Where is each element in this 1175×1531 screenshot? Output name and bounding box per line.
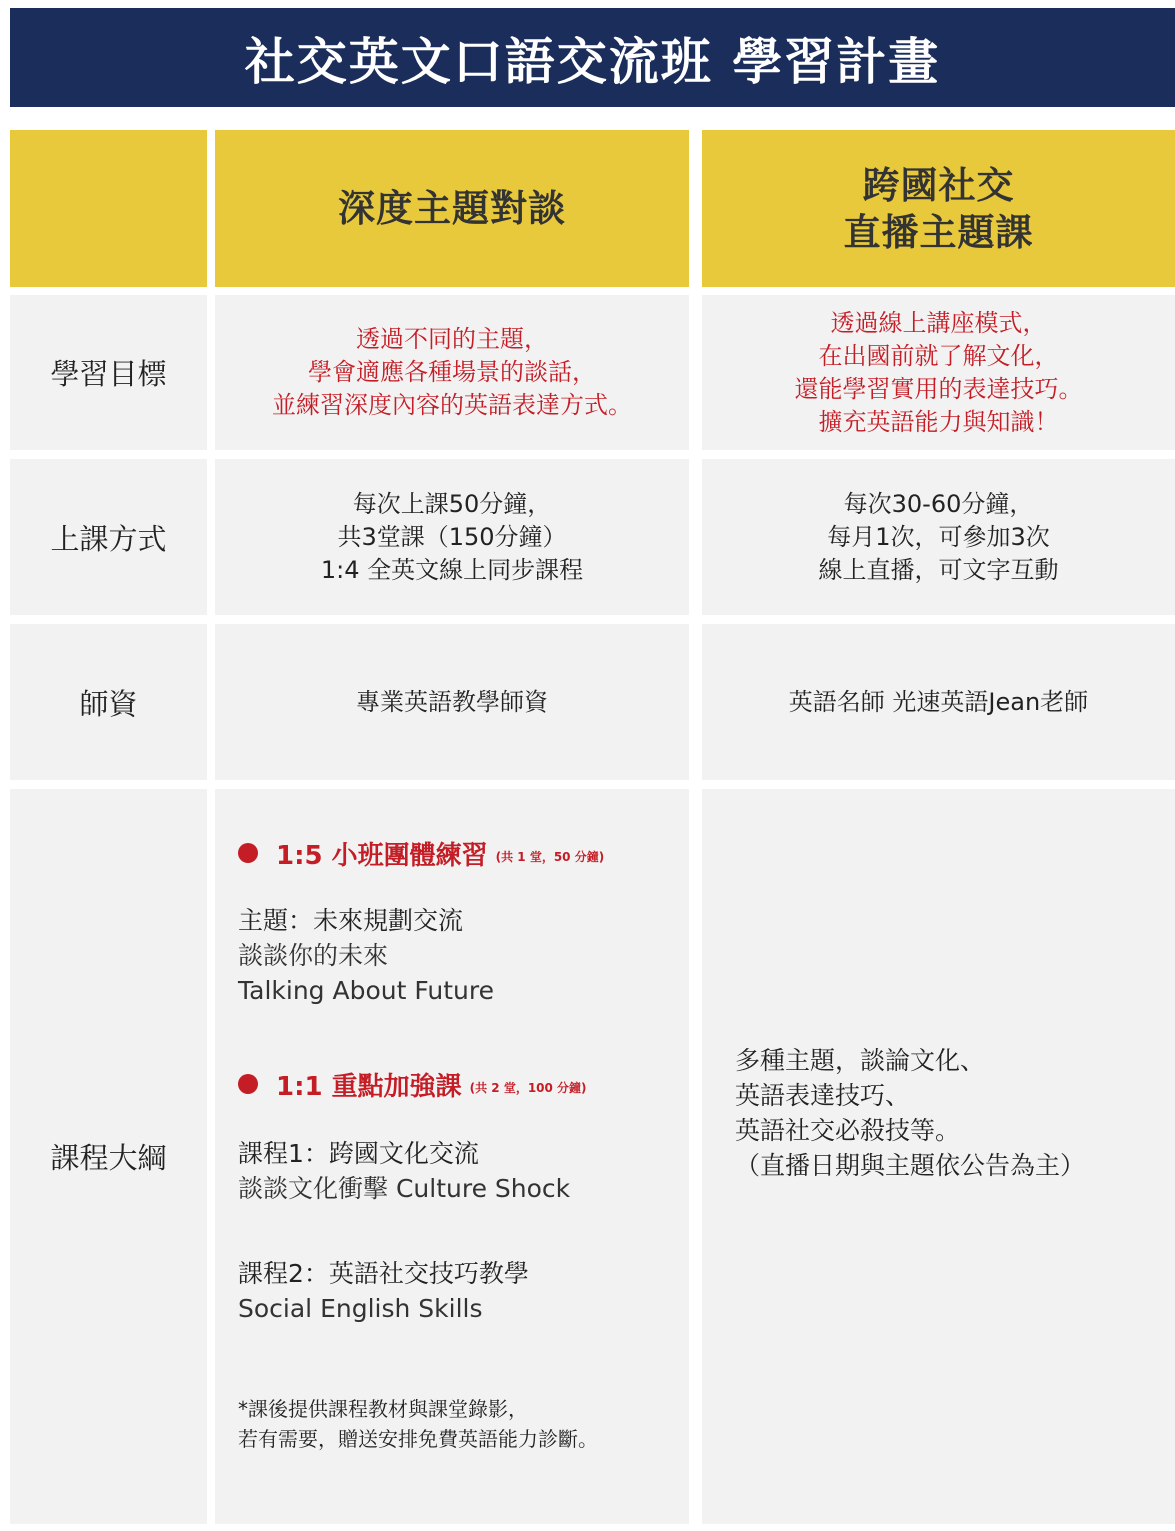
outline-live-line: （直播日期與主題依公告為主） — [735, 1151, 1086, 1180]
goal-live-line: 透過線上講座模式， — [830, 308, 1047, 337]
method-deep-line: 共3堂課（150分鐘） — [337, 522, 567, 551]
row-label-method-text: 上課方式 — [50, 521, 167, 556]
header-empty-cell — [10, 130, 207, 287]
course1-title: 課程1：跨國文化交流 — [238, 1139, 479, 1168]
teacher-live-course — [702, 624, 1175, 780]
row-label-method — [10, 459, 207, 615]
method-live-line: 線上直播，可文字互動 — [818, 555, 1059, 584]
teacher-deep-text: 專業英語教學師資 — [356, 687, 548, 716]
method-live-line: 每月1次，可參加3次 — [827, 522, 1050, 551]
section2-title: 1:1 重點加強課 — [276, 1071, 462, 1102]
outline-live-content — [735, 1043, 1155, 1183]
topic1-sub-en: Talking About Future — [238, 976, 494, 1005]
goal-deep-topic — [215, 295, 689, 450]
footnote-line2: 若有需要，贈送安排免費英語能力診斷。 — [238, 1427, 598, 1451]
method-deep-line: 每次上課50分鐘， — [352, 489, 552, 518]
method-live-line: 每次30-60分鐘， — [843, 489, 1034, 518]
section2-heading — [238, 1066, 678, 1102]
teacher-deep-topic — [215, 624, 689, 780]
topic1-sub-zh: 談談你的未來 — [238, 941, 389, 970]
row-label-goal — [10, 295, 207, 450]
method-deep-line: 1:4 全英文線上同步課程 — [320, 555, 584, 584]
bullet-dot-icon — [238, 1074, 258, 1094]
header-live-course-line1: 跨國社交 — [862, 163, 1015, 207]
course2-sub: Social English Skills — [238, 1294, 483, 1323]
row-label-teacher — [10, 624, 207, 780]
goal-live-line: 還能學習實用的表達技巧。 — [794, 374, 1083, 403]
outline-live-line: 英語表達技巧、 — [735, 1081, 911, 1110]
method-deep-topic — [215, 459, 689, 615]
topic1-title: 主題：未來規劃交流 — [238, 906, 464, 935]
row-label-outline-text: 課程大綱 — [50, 1141, 167, 1175]
goal-live-line: 擴充英語能力與知識！ — [818, 407, 1059, 436]
outline-deep-content — [238, 835, 678, 1454]
teacher-live-text: 英語名師 光速英語Jean老師 — [788, 687, 1089, 716]
section1-title: 1:5 小班團體練習 — [276, 840, 488, 871]
goal-deep-line: 透過不同的主題， — [356, 325, 548, 353]
bullet-dot-icon — [238, 843, 258, 863]
goal-live-line: 在出國前就了解文化， — [818, 341, 1059, 370]
page-title: 社交英文口語交流班 學習計畫 — [10, 8, 1175, 107]
row-label-outline — [10, 789, 207, 1524]
footnote-line1: *課後提供課程教材與課堂錄影， — [238, 1397, 528, 1421]
header-deep-topic — [215, 130, 689, 287]
header-deep-topic-label: 深度主題對談 — [338, 187, 566, 230]
section1-note: (共 1 堂，50 分鐘) — [495, 849, 605, 864]
goal-deep-line: 並練習深度內容的英語表達方式。 — [272, 391, 632, 419]
goal-deep-line: 學會適應各種場景的談話， — [308, 358, 596, 386]
outline-live-line: 多種主題，談論文化、 — [735, 1046, 986, 1075]
section2-note: (共 2 堂，100 分鐘) — [469, 1080, 587, 1095]
course1-sub: 談談文化衝擊 Culture Shock — [238, 1174, 571, 1203]
method-live-course — [702, 459, 1175, 615]
course2-title: 課程2：英語社交技巧教學 — [238, 1259, 529, 1288]
header-live-course — [702, 130, 1175, 287]
section1-heading — [238, 835, 678, 871]
row-label-teacher-text: 師資 — [79, 686, 138, 721]
goal-live-course — [702, 295, 1175, 450]
outline-live-line: 英語社交必殺技等。 — [735, 1116, 961, 1145]
row-label-goal-text: 學習目標 — [50, 357, 167, 391]
header-live-course-line2: 直播主題課 — [843, 210, 1034, 254]
